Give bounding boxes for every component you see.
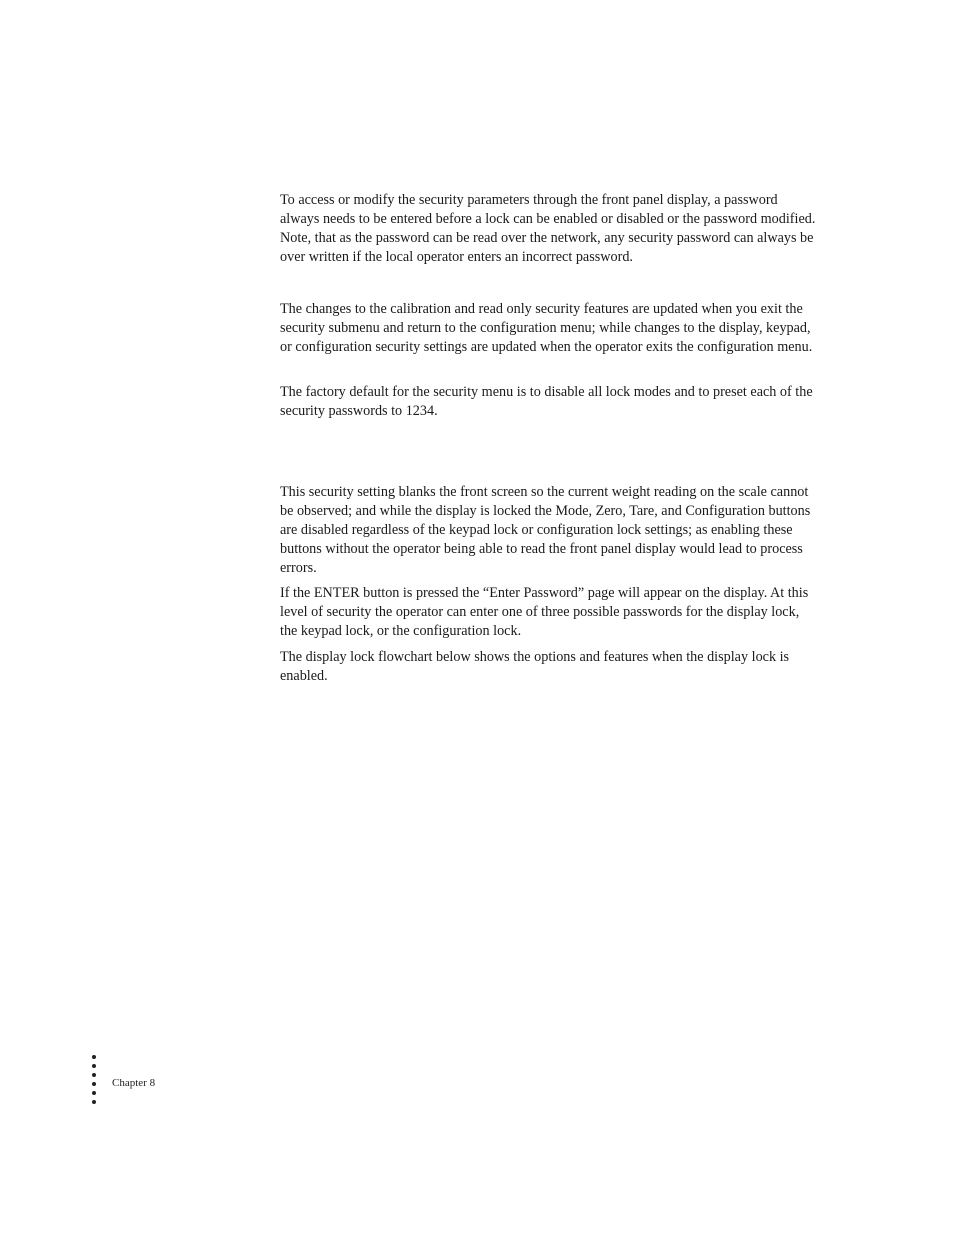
paragraph-factory-default: The factory default for the security menu is to disable all lock modes and to preset each of the security passwords to 1234.: [280, 384, 813, 419]
footer-dot: [92, 1064, 96, 1068]
footer-dot: [92, 1082, 96, 1086]
paragraph-display-lock-description: This security setting blanks the front screen so the current weight reading on the scale cannot be observed; and while the display is locked the Mode, Zero, Tare, and Configuration buttons are disabled regardless of the keypad lock or configuration lock settings; as enabling these buttons without the operator being able to read the front panel display would lead to process errors.: [280, 484, 811, 576]
footer-dot: [92, 1055, 96, 1059]
paragraph-security-updates: The changes to the calibration and read only security features are updated when you exit the security submenu and return to the configuration menu; while changes to the display, keypad, or configuration security settings are updated when the operator exits the configuration menu.: [280, 301, 813, 355]
paragraph-flowchart-intro: The display lock flowchart below shows the options and features when the display lock is enabled.: [280, 649, 790, 684]
footer-dot: [92, 1073, 96, 1077]
paragraph-enter-password: If the ENTER button is pressed the “Enter Password” page will appear on the display. At this level of security the operator can enter one of three possible passwords for the display lock, the keypad lock, or the configuration lock.: [280, 585, 809, 639]
paragraph-password-access: To access or modify the security parameters through the front panel display, a password always needs to be entered before a lock can be enabled or disabled or the password modified. Note, that as the password can be read over the network, any security password can always be over written if the local operator enters an incorrect password.: [280, 192, 816, 265]
footer-dot: [92, 1091, 96, 1095]
footer-chapter-label: Chapter 8: [112, 1077, 156, 1089]
footer-dot: [92, 1100, 96, 1104]
footer-dot-column: [92, 1055, 98, 1109]
